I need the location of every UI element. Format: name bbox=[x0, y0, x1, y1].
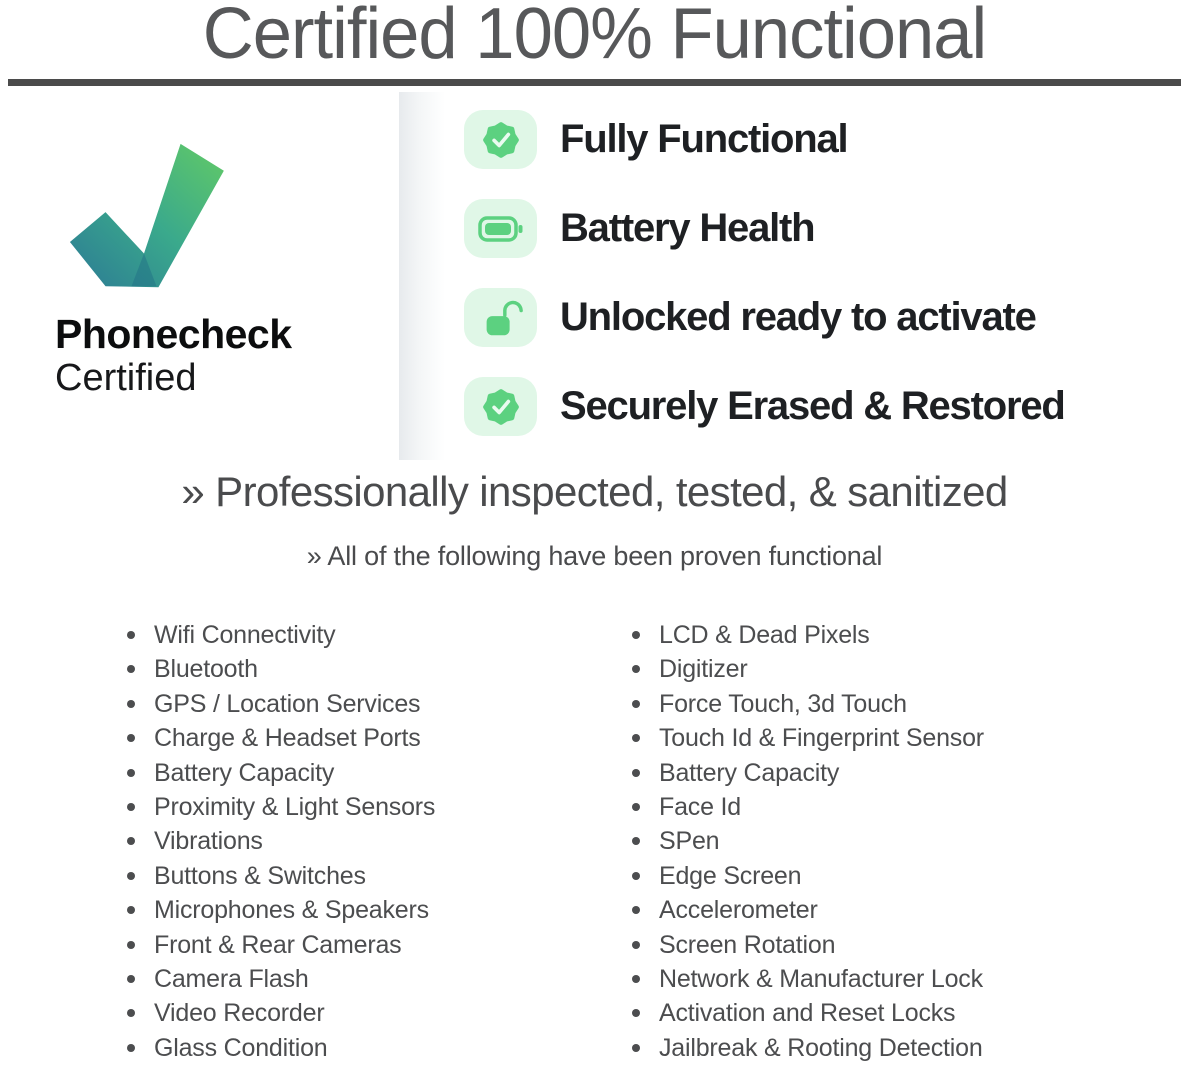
battery-icon bbox=[464, 199, 537, 258]
checklist-item: Glass Condition bbox=[126, 1031, 435, 1065]
checklist-item: Touch Id & Fingerprint Sensor bbox=[631, 721, 984, 755]
checklist-item: LCD & Dead Pixels bbox=[631, 618, 984, 652]
checklist-item: Network & Manufacturer Lock bbox=[631, 962, 984, 996]
verified-seal-icon bbox=[464, 377, 537, 436]
page-title: Certified 100% Functional bbox=[202, 0, 987, 74]
features-panel-gradient-edge bbox=[399, 92, 445, 460]
checklist-item: Accelerometer bbox=[631, 893, 984, 927]
checklist-item: Charge & Headset Ports bbox=[126, 721, 435, 755]
checklist-item: Microphones & Speakers bbox=[126, 893, 435, 927]
checklist-item: Screen Rotation bbox=[631, 928, 984, 962]
title-underline bbox=[8, 79, 1181, 86]
checklist-item: Edge Screen bbox=[631, 859, 984, 893]
checklist-item: Proximity & Light Sensors bbox=[126, 790, 435, 824]
checklist-item: Battery Capacity bbox=[631, 756, 984, 790]
checklist-item: Video Recorder bbox=[126, 996, 435, 1030]
checklist-item: Vibrations bbox=[126, 824, 435, 858]
checklist-item: Front & Rear Cameras bbox=[126, 928, 435, 962]
checklist-right-column bbox=[631, 618, 984, 1065]
checklist-item: GPS / Location Services bbox=[126, 687, 435, 721]
headline: » Professionally inspected, tested, & sanitized bbox=[181, 468, 1008, 515]
feature-label: Battery Health bbox=[560, 206, 815, 250]
phonecheck-checkmark-logo-icon bbox=[59, 140, 229, 292]
checklist-item: Battery Capacity bbox=[126, 756, 435, 790]
feature-row-unlocked bbox=[464, 288, 1065, 347]
checklist-left-column bbox=[126, 618, 435, 1065]
feature-label: Fully Functional bbox=[560, 117, 848, 161]
phonecheck-logo bbox=[55, 140, 325, 399]
subheadline: » All of the following have been proven functional bbox=[306, 541, 883, 571]
checklist-item: Buttons & Switches bbox=[126, 859, 435, 893]
feature-row-battery-health bbox=[464, 199, 1065, 258]
unlocked-padlock-icon bbox=[464, 288, 537, 347]
checklist-item: Activation and Reset Locks bbox=[631, 996, 984, 1030]
feature-label: Unlocked ready to activate bbox=[560, 295, 1036, 339]
checklist-item: Jailbreak & Rooting Detection bbox=[631, 1031, 984, 1065]
verified-seal-icon bbox=[464, 110, 537, 169]
feature-row-fully-functional bbox=[464, 110, 1065, 169]
phonecheck-certified-text: Certified bbox=[55, 357, 197, 399]
checklist-item: SPen bbox=[631, 824, 984, 858]
checklist-item: Wifi Connectivity bbox=[126, 618, 435, 652]
features-panel bbox=[464, 110, 1065, 466]
feature-row-securely-erased bbox=[464, 377, 1065, 436]
phonecheck-brand-text: Phonecheck bbox=[55, 311, 292, 357]
checklist-item: Digitizer bbox=[631, 652, 984, 686]
checklist-item: Face Id bbox=[631, 790, 984, 824]
checklist-item: Camera Flash bbox=[126, 962, 435, 996]
checklist-item: Force Touch, 3d Touch bbox=[631, 687, 984, 721]
feature-label: Securely Erased & Restored bbox=[560, 384, 1065, 428]
checklist-item: Bluetooth bbox=[126, 652, 435, 686]
